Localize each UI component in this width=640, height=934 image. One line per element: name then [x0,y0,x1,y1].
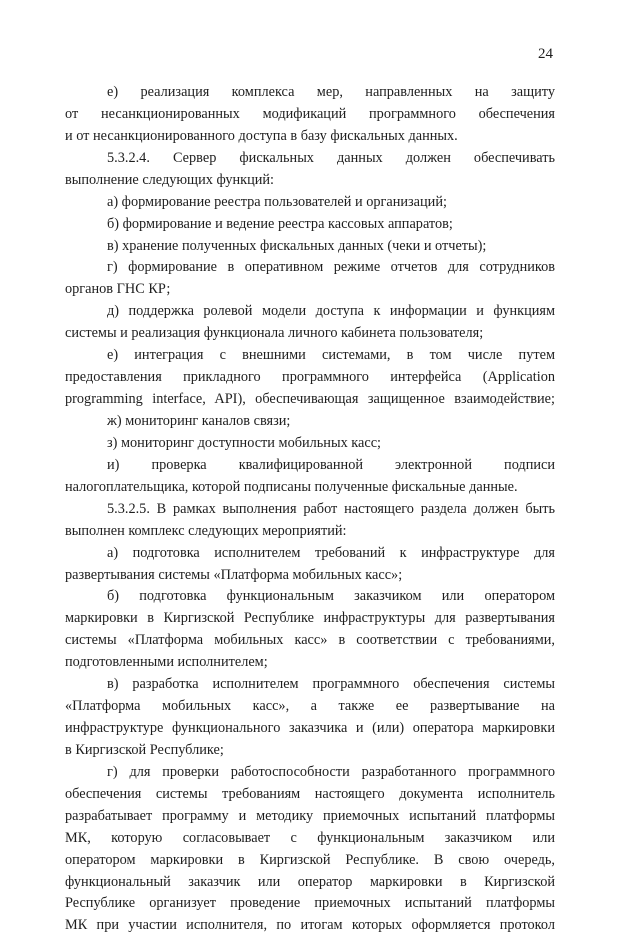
text-line: programming interface, API), обеспечивающая защищенное взаимодействие; [65,391,555,407]
text-line: инфраструктуре функционального заказчика и (или) оператора маркировки [65,720,555,736]
text-line: е) реализация комплекса мер, направленных на защиту [107,84,555,100]
text-line: Республике организует проведение приемочных испытаний платформы [65,895,555,912]
text-line: в Киргизской Республике; [65,741,224,758]
text-line: а) формирование реестра пользователей и организаций; [107,193,447,210]
text-line: МК, которую согласовывает с функциональным заказчиком или [65,829,555,846]
text-line: 5.3.2.4. Сервер фискальных данных должен обеспечивать [107,149,555,166]
page-number: 24 [538,46,553,62]
text-line: оператором маркировки в Киргизской Республике. В свою очередь, [65,851,555,868]
text-line: в) хранение полученных фискальных данных (чеки и отчеты); [107,237,487,254]
text-line: и) проверка квалифицированной электронной подписи [107,456,555,473]
text-line: системы и реализация функционала личного кабинета пользователя; [65,325,484,342]
text-line: обеспечения системы требованиям настоящего документа исполнитель [65,785,555,802]
text-line: выполнен комплекс следующих мероприятий: [65,522,347,539]
text-line: выполнение следующих функций: [65,171,275,188]
text-line: функциональный заказчик или оператор маркировки в Киргизской [65,873,555,890]
text-line: предоставления прикладного программного интерфейса (Application [65,369,555,386]
text-line: от несанкционированных модификаций программного обеспечения [65,105,555,122]
text-line: разрабатывает программу и методику приемочных испытаний платформы [65,807,555,824]
text-line: органов ГНС КР; [65,281,171,298]
text-line: и от несанкционированного доступа в базу фискальных данных. [65,127,458,144]
text-line: МК при участии исполнителя, по итогам которых оформляется протокол [65,917,555,934]
text-line: подготовленными исполнителем; [65,654,268,671]
text-line: «Платформа мобильных касс», а также ее развертывание на [65,698,555,714]
text-line: б) формирование и ведение реестра кассовых аппаратов; [107,215,453,232]
text-line: ж) мониторинг каналов связи; [107,412,291,429]
text-line: налогоплательщика, которой подписаны полученные фискальные данные. [65,478,518,495]
text-line: г) формирование в оперативном режиме отчетов для сотрудников [107,259,555,276]
text-line: маркировки в Киргизской Республике инфраструктуры для развертывания [65,610,555,627]
text-line: з) мониторинг доступности мобильных касс; [107,434,382,451]
text-line: г) для проверки работоспособности разработанного программного [107,763,555,780]
text-line: 5.3.2.5. В рамках выполнения работ настоящего раздела должен быть [107,500,555,517]
text-line: развертывания системы «Платформа мобильных касс»; [65,566,403,583]
text-line: д) поддержка ролевой модели доступа к информации и функциям [107,303,555,320]
text-line: а) подготовка исполнителем требований к инфраструктуре для [107,544,555,561]
text-line: системы «Платформа мобильных касс» в соответствии с требованиями, [65,632,555,649]
text-line: в) разработка исполнителем программного обеспечения системы [107,676,555,693]
text-line: е) интеграция с внешними системами, в том числе путем [107,347,555,364]
text-line: б) подготовка функциональным заказчиком или оператором [107,588,555,605]
